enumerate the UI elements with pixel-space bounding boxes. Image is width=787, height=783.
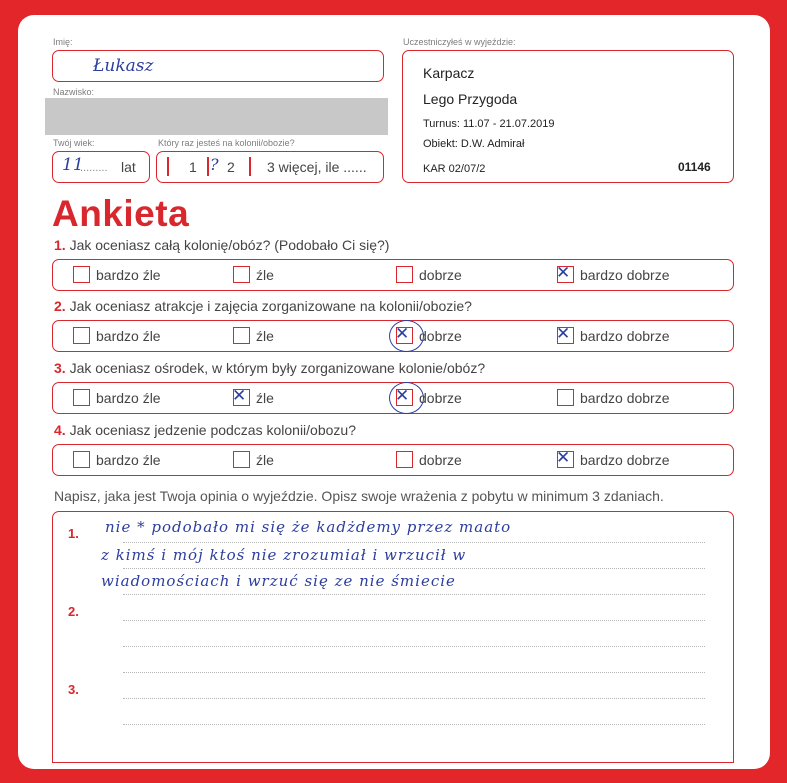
opinion-line-number-1: 1.: [68, 526, 79, 541]
answer-option[interactable]: [395, 324, 462, 344]
first-name-field[interactable]: [52, 50, 384, 82]
answer-checkbox[interactable]: [557, 389, 574, 406]
answer-option[interactable]: [556, 324, 670, 344]
camp-info-box: [402, 50, 734, 183]
answer-checkbox[interactable]: [73, 451, 90, 468]
answer-option-label: bardzo dobrze: [580, 327, 670, 344]
opinion-line-number-3: 3.: [68, 682, 79, 697]
answer-option[interactable]: [395, 386, 462, 406]
answer-option-label: dobrze: [419, 389, 462, 406]
camp-object-label: Obiekt:: [423, 138, 458, 150]
opinion-line: [123, 646, 705, 647]
age-handwriting: 11: [62, 155, 84, 175]
answer-checkbox[interactable]: [73, 266, 90, 283]
answer-option-label: dobrze: [419, 266, 462, 283]
last-name-redacted: [45, 98, 388, 135]
circle-mark-icon: [389, 320, 424, 352]
question-number: 4.: [54, 422, 66, 438]
answer-option-label: bardzo dobrze: [580, 389, 670, 406]
answer-option[interactable]: [233, 327, 274, 344]
question-number: 3.: [54, 360, 66, 376]
answer-option[interactable]: [556, 263, 670, 283]
answer-checkbox[interactable]: [73, 389, 90, 406]
answer-option-label: bardzo źle: [96, 451, 161, 468]
survey-sheet: [18, 15, 770, 769]
times-checkbox-2[interactable]: [207, 155, 219, 176]
answer-option-label: bardzo dobrze: [580, 266, 670, 283]
answer-option[interactable]: [233, 451, 274, 468]
answer-option[interactable]: [233, 266, 274, 283]
times-question-mark: ?: [210, 155, 219, 174]
question-2-answers: [52, 320, 734, 352]
question-1-answers: [52, 259, 734, 291]
camp-turnus: [423, 118, 555, 130]
answer-option[interactable]: [232, 386, 274, 406]
question-label: Jak oceniasz całą kolonię/obóz? (Podobało Ci się?): [69, 237, 390, 253]
opinion-prompt: Napisz, jaka jest Twoja opinia o wyjeździe. Opisz swoje wrażenia z pobytu w minimum 3 zdaniach.: [54, 488, 664, 504]
question-2-text: [54, 298, 472, 314]
answer-option[interactable]: [396, 451, 462, 468]
age-dots: .........: [80, 162, 108, 174]
answer-option-label: bardzo źle: [96, 389, 161, 406]
age-field[interactable]: [52, 151, 150, 183]
question-3-answers: [52, 382, 734, 414]
first-name-handwriting: Łukasz: [93, 56, 154, 76]
opinion-handwriting-line-2: z kimś i mój ktoś nie zrozumiał i wrzucił w: [101, 546, 467, 564]
opinion-line: [123, 568, 705, 569]
opinion-line: [123, 672, 705, 673]
answer-checkbox[interactable]: [395, 324, 413, 344]
check-x-mark-icon: ✕: [556, 263, 571, 283]
times-label: Który raz jesteś na kolonii/obozie?: [158, 138, 295, 148]
answer-option-label: źle: [256, 451, 274, 468]
camp-code: KAR 02/07/2: [423, 163, 486, 175]
question-number: 1.: [54, 237, 66, 253]
opinion-line: [123, 542, 705, 543]
answer-option-label: bardzo źle: [96, 266, 161, 283]
question-1-text: [54, 237, 389, 253]
answer-checkbox[interactable]: [73, 327, 90, 344]
answer-option-label: źle: [256, 327, 274, 344]
camp-label: Uczestniczyłeś w wyjeździe:: [403, 37, 516, 47]
answer-checkbox[interactable]: [556, 448, 574, 468]
question-4-text: [54, 422, 356, 438]
answer-option-label: dobrze: [419, 327, 462, 344]
check-x-mark-icon: ✕: [556, 324, 571, 344]
check-x-mark-icon: ✕: [232, 386, 247, 406]
answer-checkbox[interactable]: [233, 451, 250, 468]
camp-program: Lego Przygoda: [423, 91, 518, 107]
question-number: 2.: [54, 298, 66, 314]
opinion-line: [123, 698, 705, 699]
answer-option[interactable]: [73, 451, 161, 468]
answer-option[interactable]: [73, 327, 161, 344]
answer-option-label: bardzo źle: [96, 327, 161, 344]
times-option-1: 1: [189, 159, 197, 175]
times-checkbox-1[interactable]: [167, 157, 169, 176]
answer-checkbox[interactable]: [396, 451, 413, 468]
times-field: [156, 151, 384, 183]
last-name-label: Nazwisko:: [53, 87, 95, 97]
check-x-mark-icon: ✕: [556, 448, 571, 468]
opinion-handwriting-line-3: wiadomościach i wrzuć się ze nie śmiecie: [101, 572, 456, 590]
opinion-line: [123, 620, 705, 621]
answer-option[interactable]: [73, 266, 161, 283]
answer-checkbox[interactable]: [233, 266, 250, 283]
camp-turnus-label: Turnus:: [423, 118, 460, 130]
answer-checkbox[interactable]: [396, 266, 413, 283]
opinion-line-number-2: 2.: [68, 604, 79, 619]
question-label: Jak oceniasz atrakcje i zajęcia zorganizowane na kolonii/obozie?: [69, 298, 472, 314]
camp-city: Karpacz: [423, 65, 475, 81]
camp-object-value: D.W. Admirał: [460, 138, 525, 150]
question-3-text: [54, 360, 485, 376]
camp-turnus-value: 11.07 - 21.07.2019: [462, 118, 555, 130]
camp-object: [423, 138, 525, 150]
answer-option-label: bardzo dobrze: [580, 451, 670, 468]
answer-option[interactable]: [557, 389, 670, 406]
circle-mark-icon: [389, 382, 424, 414]
question-label: Jak oceniasz jedzenie podczas kolonii/obozu?: [69, 422, 356, 438]
answer-option-label: dobrze: [419, 451, 462, 468]
answer-checkbox[interactable]: [556, 324, 574, 344]
times-option-3: 3 więcej, ile ......: [267, 159, 367, 175]
times-checkbox-3[interactable]: [249, 157, 251, 176]
survey-title: Ankieta: [52, 193, 190, 234]
question-label: Jak oceniasz ośrodek, w którym były zorganizowane kolonie/obóz?: [69, 360, 486, 376]
answer-checkbox[interactable]: [395, 386, 413, 406]
age-unit: lat: [121, 159, 136, 175]
camp-number: 01146: [678, 160, 711, 174]
answer-checkbox[interactable]: [556, 263, 574, 283]
check-x-mark-icon: ✕: [395, 386, 410, 406]
question-4-answers: [52, 444, 734, 476]
answer-option[interactable]: [556, 448, 670, 468]
first-name-label: Imię:: [53, 37, 73, 47]
answer-checkbox[interactable]: [232, 386, 250, 406]
check-x-mark-icon: ✕: [395, 324, 410, 344]
times-option-2: 2: [227, 159, 235, 175]
opinion-line: [123, 594, 705, 595]
answer-option[interactable]: [73, 389, 161, 406]
opinion-field[interactable]: [52, 511, 734, 763]
answer-option-label: źle: [256, 389, 274, 406]
answer-checkbox[interactable]: [233, 327, 250, 344]
opinion-line: [123, 724, 705, 725]
opinion-handwriting-line-1: nie * podobało mi się że kadżdemy przez maato: [105, 518, 512, 536]
answer-option[interactable]: [396, 266, 462, 283]
age-label: Twój wiek:: [53, 138, 95, 148]
answer-option-label: źle: [256, 266, 274, 283]
